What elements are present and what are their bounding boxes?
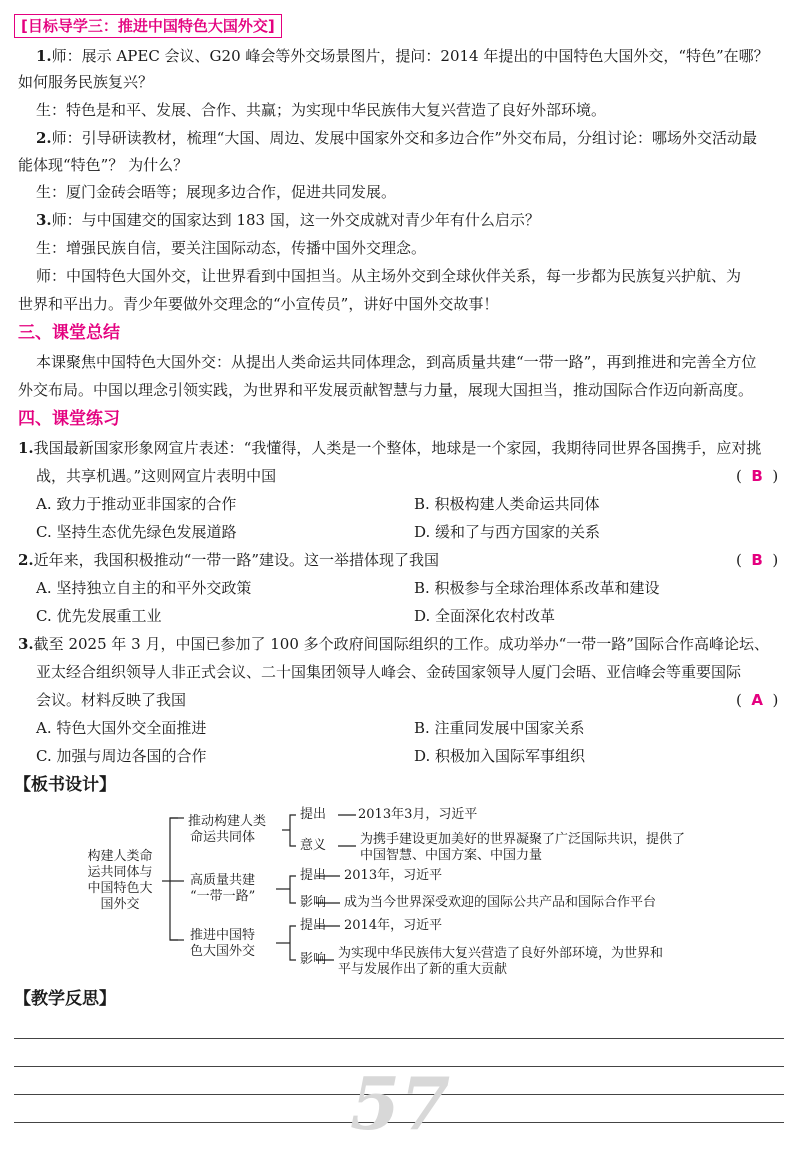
- reflection-heading: 【教学反思】: [14, 989, 116, 1009]
- reflection-line: [14, 1038, 784, 1039]
- board-b3-tag-impact: 影响: [300, 952, 327, 967]
- exercise-2-answer: ( B ): [736, 551, 779, 569]
- goal3-a1: 生：特色是和平、发展、合作、共赢；为实现中华民族伟大复兴营造了良好外部环境。: [36, 101, 607, 119]
- goal3-q1-cont: 如何服务民族复兴？: [18, 73, 154, 91]
- exercise-2-stem: 2.近年来，我国积极推动“一带一路”建设。这一举措体现了我国: [18, 551, 440, 569]
- board-b2-tag-impact: 影响: [300, 895, 327, 910]
- exercise-3-stem-cont2: 会议。材料反映了我国: [36, 691, 187, 709]
- board-b2-text-propose: 2013年，习近平: [344, 868, 443, 883]
- board-b3-text-impact: 为实现中华民族伟大复兴营造了良好外部环境，为世界和 平与发展作出了新的重大贡献: [338, 946, 664, 977]
- board-branch-1: 推动构建人类 命运共同体: [188, 814, 267, 845]
- goal3-summary-cont: 世界和平出力。青少年要做外交理念的“小宣传员”，讲好中国外交故事！: [18, 295, 499, 313]
- board-branch-3: 推进中国特 色大国外交: [190, 928, 256, 959]
- exercise-1-option-b: B. 积极构建人类命运共同体: [414, 495, 600, 513]
- exercise-1-stem-cont: 战，共享机遇。”这则网宣片表明中国: [36, 467, 277, 485]
- board-b1-tag-propose: 提出: [300, 807, 327, 822]
- exercise-2-option-a: A. 坚持独立自主的和平外交政策: [36, 579, 252, 597]
- board-b2-text-impact: 成为当今世界深受欢迎的国际公共产品和国际合作平台: [344, 895, 657, 910]
- exercise-2-option-d: D. 全面深化农村改革: [414, 607, 556, 625]
- exercise-2-option-c: C. 优先发展重工业: [36, 607, 162, 625]
- goal3-q1: 1.师：展示 APEC 会议、G20 峰会等外交场景图片，提问：2014 年提出的中国特色大国外交，“特色”在哪？: [36, 47, 769, 65]
- board-b2-tag-propose: 提出: [300, 868, 327, 883]
- exercise-3-option-b: B. 注重同发展中国家关系: [414, 719, 585, 737]
- exercise-3-option-a: A. 特色大国外交全面推进: [36, 719, 207, 737]
- page-number: 57: [350, 1061, 451, 1146]
- section3-text: 本课聚焦中国特色大国外交：从提出人类命运共同体理念，到高质量共建“一带一路”，再到推进和完善全方位: [36, 353, 757, 371]
- goal3-summary: 师：中国特色大国外交，让世界看到中国担当。从主场外交到全球伙伴关系，每一步都为民族复兴护航、为: [36, 267, 742, 285]
- board-design-heading: 【板书设计】: [14, 775, 116, 795]
- section4-heading: 四、课堂练习: [18, 409, 120, 429]
- board-b1-text-meaning: 为携手建设更加美好的世界凝聚了广泛国际共识，提供了 中国智慧、中国方案、中国力量: [360, 832, 686, 863]
- section3-heading: 三、课堂总结: [18, 323, 120, 343]
- goal3-a3: 生：增强民族自信，要关注国际动态，传播中国外交理念。: [36, 239, 427, 257]
- board-root-node: 构建人类命 运共同体与 中国特色大 国外交: [87, 849, 153, 912]
- exercise-3-option-d: D. 积极加入国际军事组织: [414, 747, 586, 765]
- exercise-2-option-b: B. 积极参与全球治理体系改革和建设: [414, 579, 660, 597]
- exercise-1-stem: 1.我国最新国家形象网宣片表述：“我懂得，人类是一个整体，地球是一个家园，我期待同世界各国携手，应对挑: [18, 439, 762, 457]
- board-b1-text-propose: 2013年3月，习近平: [358, 807, 478, 822]
- exercise-3-stem-cont: 亚太经合组织领导人非正式会议、二十国集团领导人峰会、金砖国家领导人厦门会晤、亚信峰会等重要国际: [36, 663, 742, 681]
- board-b3-tag-propose: 提出: [300, 918, 327, 933]
- goal3-q2-cont: 能体现“特色”？ 为什么？: [18, 156, 189, 174]
- exercise-1-option-c: C. 坚持生态优先绿色发展道路: [36, 523, 237, 541]
- board-b1-tag-meaning: 意义: [300, 838, 327, 853]
- exercise-3-stem: 3.截至 2025 年 3 月，中国已参加了 100 多个政府间国际组织的工作。成功举办“一带一路”国际合作高峰论坛、: [18, 635, 769, 653]
- goal3-q3: 3.师：与中国建交的国家达到 183 国，这一外交成就对青少年有什么启示？: [36, 211, 540, 229]
- exercise-3-answer: ( A ): [736, 691, 779, 709]
- goal3-heading: [目标导学三：推进中国特色大国外交]: [14, 14, 282, 38]
- board-b3-text-propose: 2014年，习近平: [344, 918, 443, 933]
- goal3-q2: 2.师：引导研读教材，梳理“大国、周边、发展中国家外交和多边合作”外交布局，分组讨论：哪场外交活动最: [36, 129, 758, 147]
- exercise-3-option-c: C. 加强与周边各国的合作: [36, 747, 207, 765]
- goal3-a2: 生：厦门金砖会晤等；展现多边合作，促进共同发展。: [36, 183, 397, 201]
- exercise-1-option-a: A. 致力于推动亚非国家的合作: [36, 495, 237, 513]
- exercise-1-option-d: D. 缓和了与西方国家的关系: [414, 523, 601, 541]
- section3-text-cont: 外交布局。中国以理念引领实践，为世界和平发展贡献智慧与力量，展现大国担当，推动国际合作迈向新高度。: [18, 381, 754, 399]
- exercise-1-answer: ( B ): [736, 467, 779, 485]
- board-branch-2: 高质量共建 “一带一路”: [190, 873, 256, 904]
